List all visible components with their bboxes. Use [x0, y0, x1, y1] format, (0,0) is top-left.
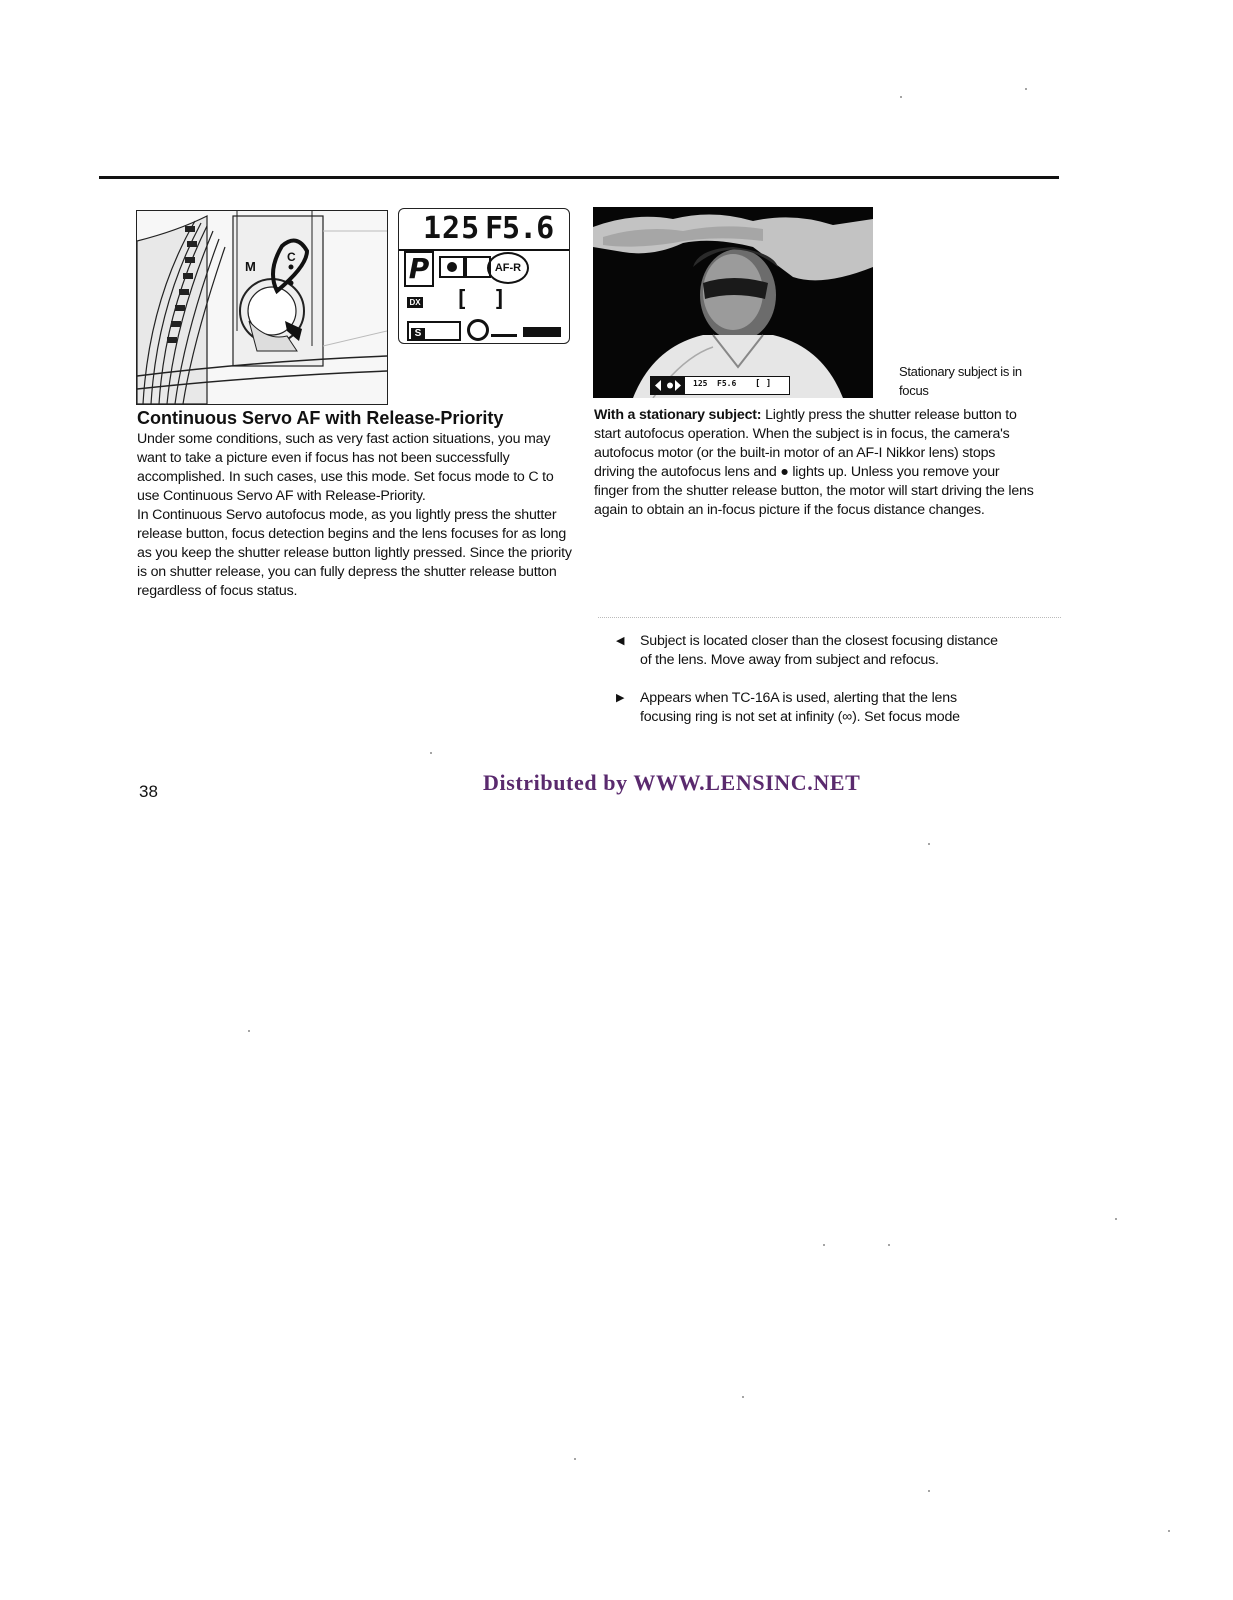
page-number: 38	[139, 782, 158, 801]
stationary-subject-paragraph	[594, 406, 1034, 520]
lcd-shutter-speed: 125	[423, 211, 481, 246]
scan-speck	[430, 752, 432, 754]
lcd-af-mode-indicator: AF-R	[487, 252, 529, 284]
left-column-text	[137, 430, 572, 601]
indicator-text: Appears when TC-16A is used, alerting that the lens focusing ring is not set at infinity (∞). Set focus mode	[640, 690, 960, 725]
scan-speck	[1168, 1530, 1170, 1532]
single-frame-icon	[407, 321, 461, 341]
vf-shutter: 125	[693, 379, 708, 388]
dial-label-c: C	[287, 250, 296, 264]
scan-speck	[888, 1244, 890, 1246]
dotted-divider	[598, 617, 1061, 618]
left-arrow-icon: ◀	[616, 635, 625, 647]
scan-speck	[900, 96, 902, 98]
metering-icon	[439, 256, 465, 278]
dial-label-m: M	[245, 259, 256, 274]
lcd-panel	[398, 208, 570, 344]
scan-speck	[574, 1458, 576, 1460]
scan-speck	[742, 1396, 744, 1398]
section-heading: Continuous Servo AF with Release-Priority	[137, 408, 504, 428]
lcd-exposure-mode: P	[404, 251, 434, 287]
top-rule	[99, 176, 1059, 179]
scan-speck	[1115, 1218, 1117, 1220]
scan-speck	[928, 1490, 930, 1492]
camera-focus-mode-illustration	[136, 210, 388, 405]
lcd-top-row	[399, 209, 569, 251]
vf-aperture: F5.6	[717, 379, 737, 388]
q-icon	[467, 319, 489, 341]
vf-brackets: [ ]	[755, 379, 772, 389]
indicator-item	[616, 632, 1010, 670]
lcd-aperture: F5.6	[485, 211, 554, 246]
paragraph-intro: Under some conditions, such as very fast action situations, you may want to take a picture even if focus has not been successfully accomplished. In such cases, use this mode. Set focus mode to C to use Continuous Servo AF with Release-Priority.	[137, 431, 554, 504]
dx-icon: DX	[407, 297, 423, 308]
scan-speck	[248, 1030, 250, 1032]
scan-speck	[928, 843, 930, 845]
photo-caption: Stationary subject is in focus	[899, 364, 1022, 398]
lcd-bracket-right: ]	[493, 287, 507, 312]
lcd-bracket-left: [	[455, 287, 469, 312]
stationary-subject-body: Lightly press the shutter release button to start autofocus operation. When the subject is in focus, the camera's autofocus motor (or the built-in motor of an AF-I Nikkor lens) stops driving the autofocus lens and ● lights up. Unless you remove your finger from the shutter release button, the motor will start driving the lens again to obtain an in-focus picture if the focus distance changes.	[594, 407, 1034, 518]
indicator-text: Subject is located closer than the closest focusing distance of the lens. Move away from subject and refocus.	[640, 633, 998, 668]
stationary-subject-lead: With a stationary subject:	[594, 407, 762, 423]
viewfinder-photo	[593, 207, 873, 398]
scan-speck	[823, 1244, 825, 1246]
right-column-text	[594, 406, 1034, 520]
distributor-footer: Distributed by WWW.LENSINC.NET	[483, 770, 861, 795]
lcd-s-label: S	[411, 328, 425, 340]
right-arrow-icon: ▶	[616, 692, 625, 704]
lcd-dash	[491, 334, 517, 337]
battery-icon	[523, 327, 561, 337]
scan-speck	[1025, 88, 1027, 90]
indicator-item	[616, 689, 1010, 727]
paragraph-continuous-servo: In Continuous Servo autofocus mode, as you lightly press the shutter release button, focus detection begins and the lens focuses for as long as you keep the shutter release button lightly pressed. Since the priority is on shutter release, you can fully depress the shutter release button regardless of focus status.	[137, 507, 572, 599]
viewfinder-display-bar	[650, 376, 790, 395]
